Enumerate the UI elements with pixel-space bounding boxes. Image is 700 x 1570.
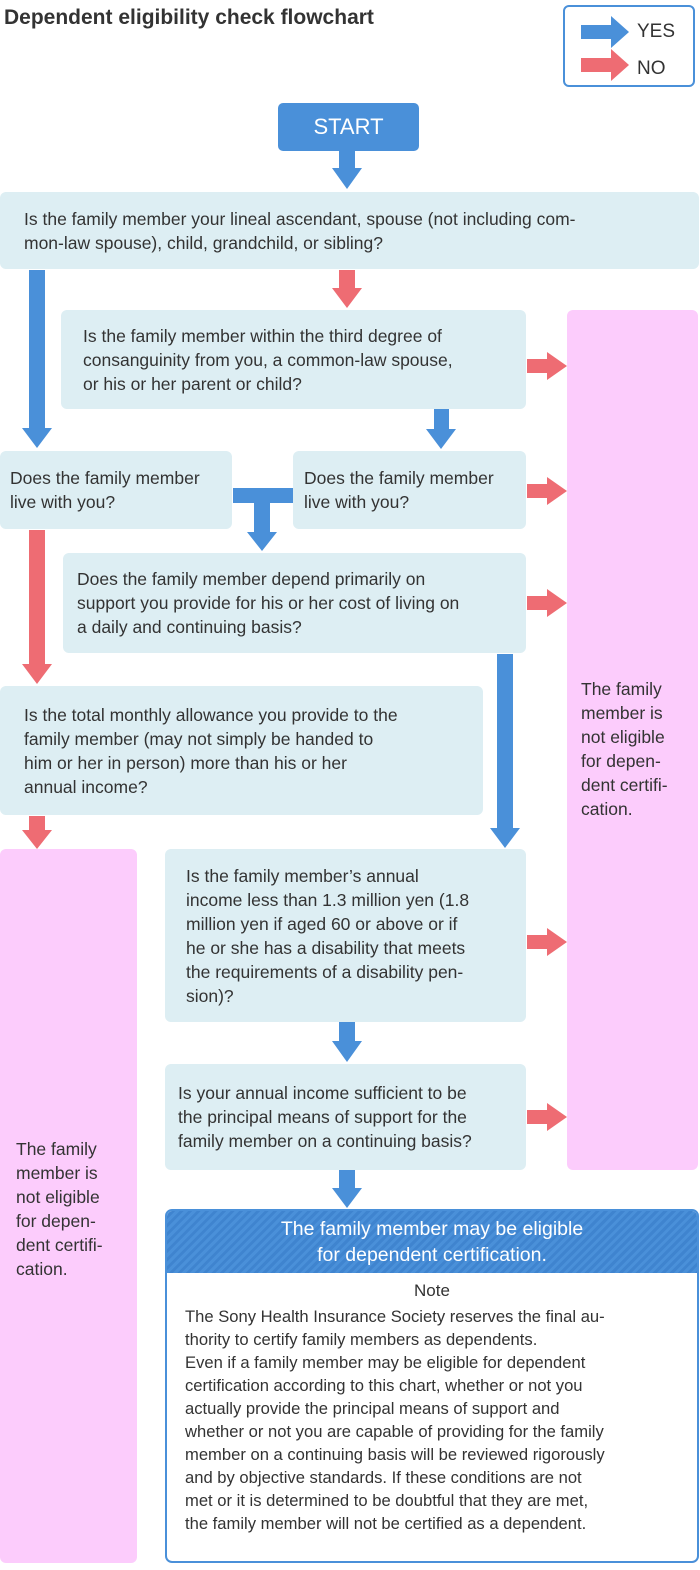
arrow-q3b-no-right [527,477,567,505]
arrow-q3a-no-q5 [22,530,52,684]
ineligible-left-line: cation. [16,1259,68,1279]
question-live-with-you-a [0,451,232,529]
question-line: or his or her parent or child? [83,373,302,394]
ineligible-right-line: The family [581,679,662,699]
ineligible-left-line: not eligible [16,1187,100,1207]
question-line: Does the family member [304,468,494,488]
ineligible-right-line: cation. [581,799,633,819]
ineligible-left-line: dent certifi- [16,1235,103,1255]
ineligible-right-line: dent certifi- [581,775,668,795]
result-heading [167,1211,697,1273]
arrow-q2-no-right [527,352,567,380]
arrow-q4-yes-q6 [490,654,520,848]
question-line: Is the family member your lineal ascendant, spouse (not including com- [24,208,576,229]
question-annual-income [165,849,526,1022]
arrow-q1-yes-q3a [22,270,52,448]
note-line: thority to certify family members as dependents. [185,1330,538,1349]
arrow-q6-no-right [527,928,567,956]
ineligible-right-line: for depen- [581,751,661,771]
note-line: and by objective standards. If these conditions are not [185,1468,582,1487]
arrow-q7-no-right [527,1103,567,1131]
arrow-q6-yes-q7 [332,1022,362,1062]
note-line: the family member will not be certified as a dependent. [185,1514,587,1533]
note-line: whether or not you are capable of providing for the family [185,1422,604,1441]
note-line: met or it is determined to be doubtful that they are met, [185,1491,589,1510]
question-line: million yen if aged 60 or above or if [186,913,458,934]
start-node: START [278,103,419,151]
arrow-q1-no-q2 [332,270,362,308]
page-title: Dependent eligibility check flowchart [4,6,374,29]
question-line: family member on a continuing basis? [178,1131,472,1151]
question-line: Is your annual income sufficient to be [178,1083,467,1103]
ineligible-left-line: for depen- [16,1211,96,1231]
ineligible-left-line: member is [16,1163,98,1183]
question-your-income [165,1064,526,1170]
question-line: Does the family member depend primarily on [77,569,426,589]
question-line: income less than 1.3 million yen (1.8 [186,889,470,910]
arrow-q5-no-left [22,816,52,849]
note-line: The Sony Health Insurance Society reserves the final au- [185,1307,605,1326]
question-line: mon-law spouse), child, grandchild, or sibling? [24,232,383,253]
question-monthly-allowance [0,686,483,815]
question-line: Is the family member’s annual [186,865,419,886]
question-line: annual income? [24,776,148,797]
note-line: Even if a family member may be eligible for dependent [185,1353,586,1372]
question-line: support you provide for his or her cost of living on [77,593,460,613]
question-line: live with you? [10,492,116,512]
question-live-with-you-b [293,451,526,529]
note-title: Note [414,1281,450,1300]
question-line: Is the total monthly allowance you provide to the [24,704,398,725]
question-line: he or she has a disability that meets [186,937,466,958]
question-line: the requirements of a disability pen- [186,961,464,982]
arrow-q2-yes-q3b [426,409,456,449]
question-line: sion)? [186,985,234,1006]
question-line: Is the family member within the third degree of [83,325,442,346]
result-eligible-box [165,1209,699,1563]
result-heading-line: for dependent certification. [317,1244,547,1266]
question-depend-support [63,553,526,653]
note-line: member on a continuing basis will be reviewed rigorously [185,1445,605,1464]
ineligible-right-line: member is [581,703,663,723]
question-line: a daily and continuing basis? [77,617,302,637]
ineligible-right-line: not eligible [581,727,665,747]
note-line: actually provide the principal means of support and [185,1399,560,1418]
result-heading-line: The family member may be eligible [280,1218,584,1240]
note-body [185,1305,683,1535]
arrow-q4-no-right [527,589,567,617]
ineligible-left-line: The family [16,1139,97,1159]
question-relationship [0,192,699,269]
note-line: certification according to this chart, whether or not you [185,1376,583,1395]
question-line: live with you? [304,492,410,512]
question-line: Does the family member [10,468,200,488]
arrow-q7-yes-result [332,1170,362,1208]
question-line: family member (may not simply be handed to [24,728,374,749]
question-line: consanguinity from you, a common-law spouse, [83,349,453,370]
question-line: him or her in person) more than his or her [24,752,347,773]
legend-no-label: NO [637,58,666,79]
question-consanguinity [61,310,526,409]
arrow-start-q1 [332,151,362,189]
question-line: the principal means of support for the [178,1107,467,1127]
arrow-q3-yes-q4 [233,488,293,551]
legend-yes-label: YES [637,21,676,42]
